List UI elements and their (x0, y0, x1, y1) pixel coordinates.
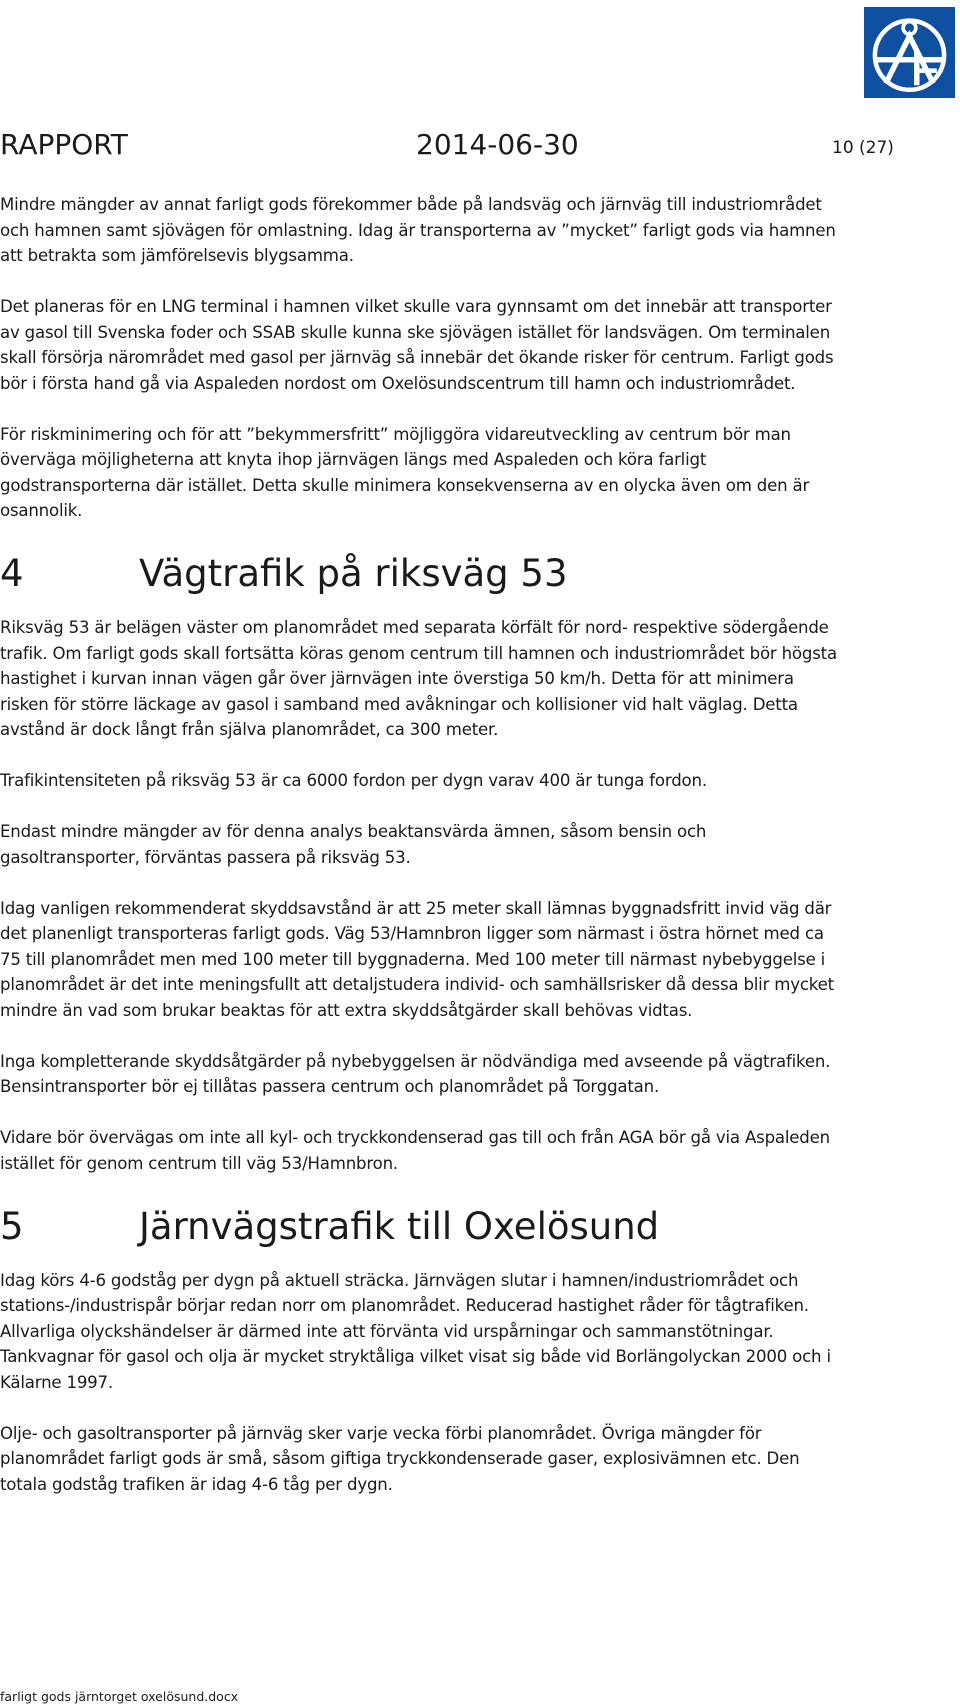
report-date: 2014-06-30 (416, 128, 579, 161)
section-title: Järnvägstrafik till Oxelösund (139, 1204, 660, 1248)
paragraph: För riskminimering och för att ”bekymmersfritt” möjliggöra vidareutveckling av centrum bör man överväga möjligheterna att knyta ihop järnvägen längs med Aspaleden och köra farligt godstransporterna där istället. Detta skulle minimera konsekvenserna av en olycka även om den är osannolik. (0, 424, 810, 520)
paragraph: Trafikintensiteten på riksväg 53 är ca 6000 fordon per dygn varav 400 är tunga fordon. (0, 771, 707, 790)
section-title: Vägtrafik på riksväg 53 (139, 552, 568, 595)
paragraph: Endast mindre mängder av för denna analys beaktansvärda ämnen, såsom bensin och gasoltransporter, förväntas passera på riksväg 53. (0, 822, 707, 867)
footer-filename: farligt gods järntorget oxelösund.docx (0, 1689, 239, 1704)
section-number: 4 (0, 552, 24, 595)
section-number: 5 (0, 1204, 24, 1248)
paragraph: Idag körs 4-6 godståg per dygn på aktuell sträcka. Järnvägen slutar i hamnen/industriområdet och stations-/industrispår börjar redan norr om planområdet. Reducerad hastighet råder för tågtrafiken. Allvarliga olyckshändelser är därmed inte att förvänta vid urspårningar och sammanstötningar. Tankvagnar för gasol och olja är mycket stryktåliga vilket visat sig både vid Borlängolyckan 2000 och i Kälarne 1997. (0, 1270, 831, 1392)
paragraph: Riksväg 53 är belägen väster om planområdet med separata körfält för nord- respektive södergående trafik. Om farligt gods skall fortsätta köras genom centrum till hamnen och industriområdet bör högsta hastighet i kurvan innan vägen går över järnvägen inte överstiga 50 km/h. Detta för att minimera risken för större läckage av gasol i samband med avåkningar och kollisioner vid halt väglag. Detta avstånd är dock långt från själva planområdet, ca 300 meter. (0, 618, 837, 739)
document-body (0, 192, 840, 1523)
paragraph: Olje- och gasoltransporter på järnväg sker varje vecka förbi planområdet. Övriga mängder för planområdet farligt gods är små, såsom giftiga tryckkondenserade gaser, explosivämnen etc. Den totala godståg trafiken är idag 4-6 tåg per dygn. (0, 1423, 800, 1494)
af-logo-icon (864, 7, 955, 98)
report-label: RAPPORT (0, 128, 128, 161)
page-header (0, 128, 960, 168)
af-logo-graphic (864, 7, 955, 98)
paragraph: Det planeras för en LNG terminal i hamnen vilket skulle vara gynnsamt om det innebär att transporter av gasol till Svenska foder och SSAB skulle kunna ske sjövägen istället för landsvägen. Om terminalen skall försörja närområdet med gasol per järnväg så innebär det ökande risker för centrum. Farligt gods bör i första hand gå via Aspaleden nordost om Oxelösundscentrum till hamn och industriområdet. (0, 297, 834, 393)
page-number: 10 (27) (832, 138, 894, 158)
paragraph: Vidare bör övervägas om inte all kyl- och tryckkondenserad gas till och från AGA bör gå via Aspaleden istället för genom centrum till väg 53/Hamnbron. (0, 1128, 830, 1173)
paragraph: Inga kompletterande skyddsåtgärder på nybebyggelsen är nödvändiga med avseende på vägtrafiken. Bensintransporter bör ej tillåtas passera centrum och planområdet på Torggatan. (0, 1051, 831, 1096)
section-heading (0, 549, 840, 599)
paragraph: Mindre mängder av annat farligt gods förekommer både på landsväg och järnväg till industriområdet och hamnen samt sjövägen för omlastning. Idag är transporterna av ”mycket” farligt gods via hamnen att betrakta som jämförelsevis blygsamma. (0, 195, 836, 265)
paragraph: Idag vanligen rekommenderat skyddsavstånd är att 25 meter skall lämnas byggnadsfritt invid väg där det planenligt transporteras farligt gods. Väg 53/Hamnbron ligger som närmast i östra hörnet med ca 75 till planområdet men med 100 meter till byggnaderna. Med 100 meter till närmast nybebyggelse i planområdet är det inte meningsfullt att detaljstudera individ- och samhällsrisker då dessa blir mycket mindre än vad som brukar beaktas för att extra skyddsåtgärder skall behövas vidtas. (0, 898, 834, 1020)
section-heading (0, 1202, 840, 1252)
